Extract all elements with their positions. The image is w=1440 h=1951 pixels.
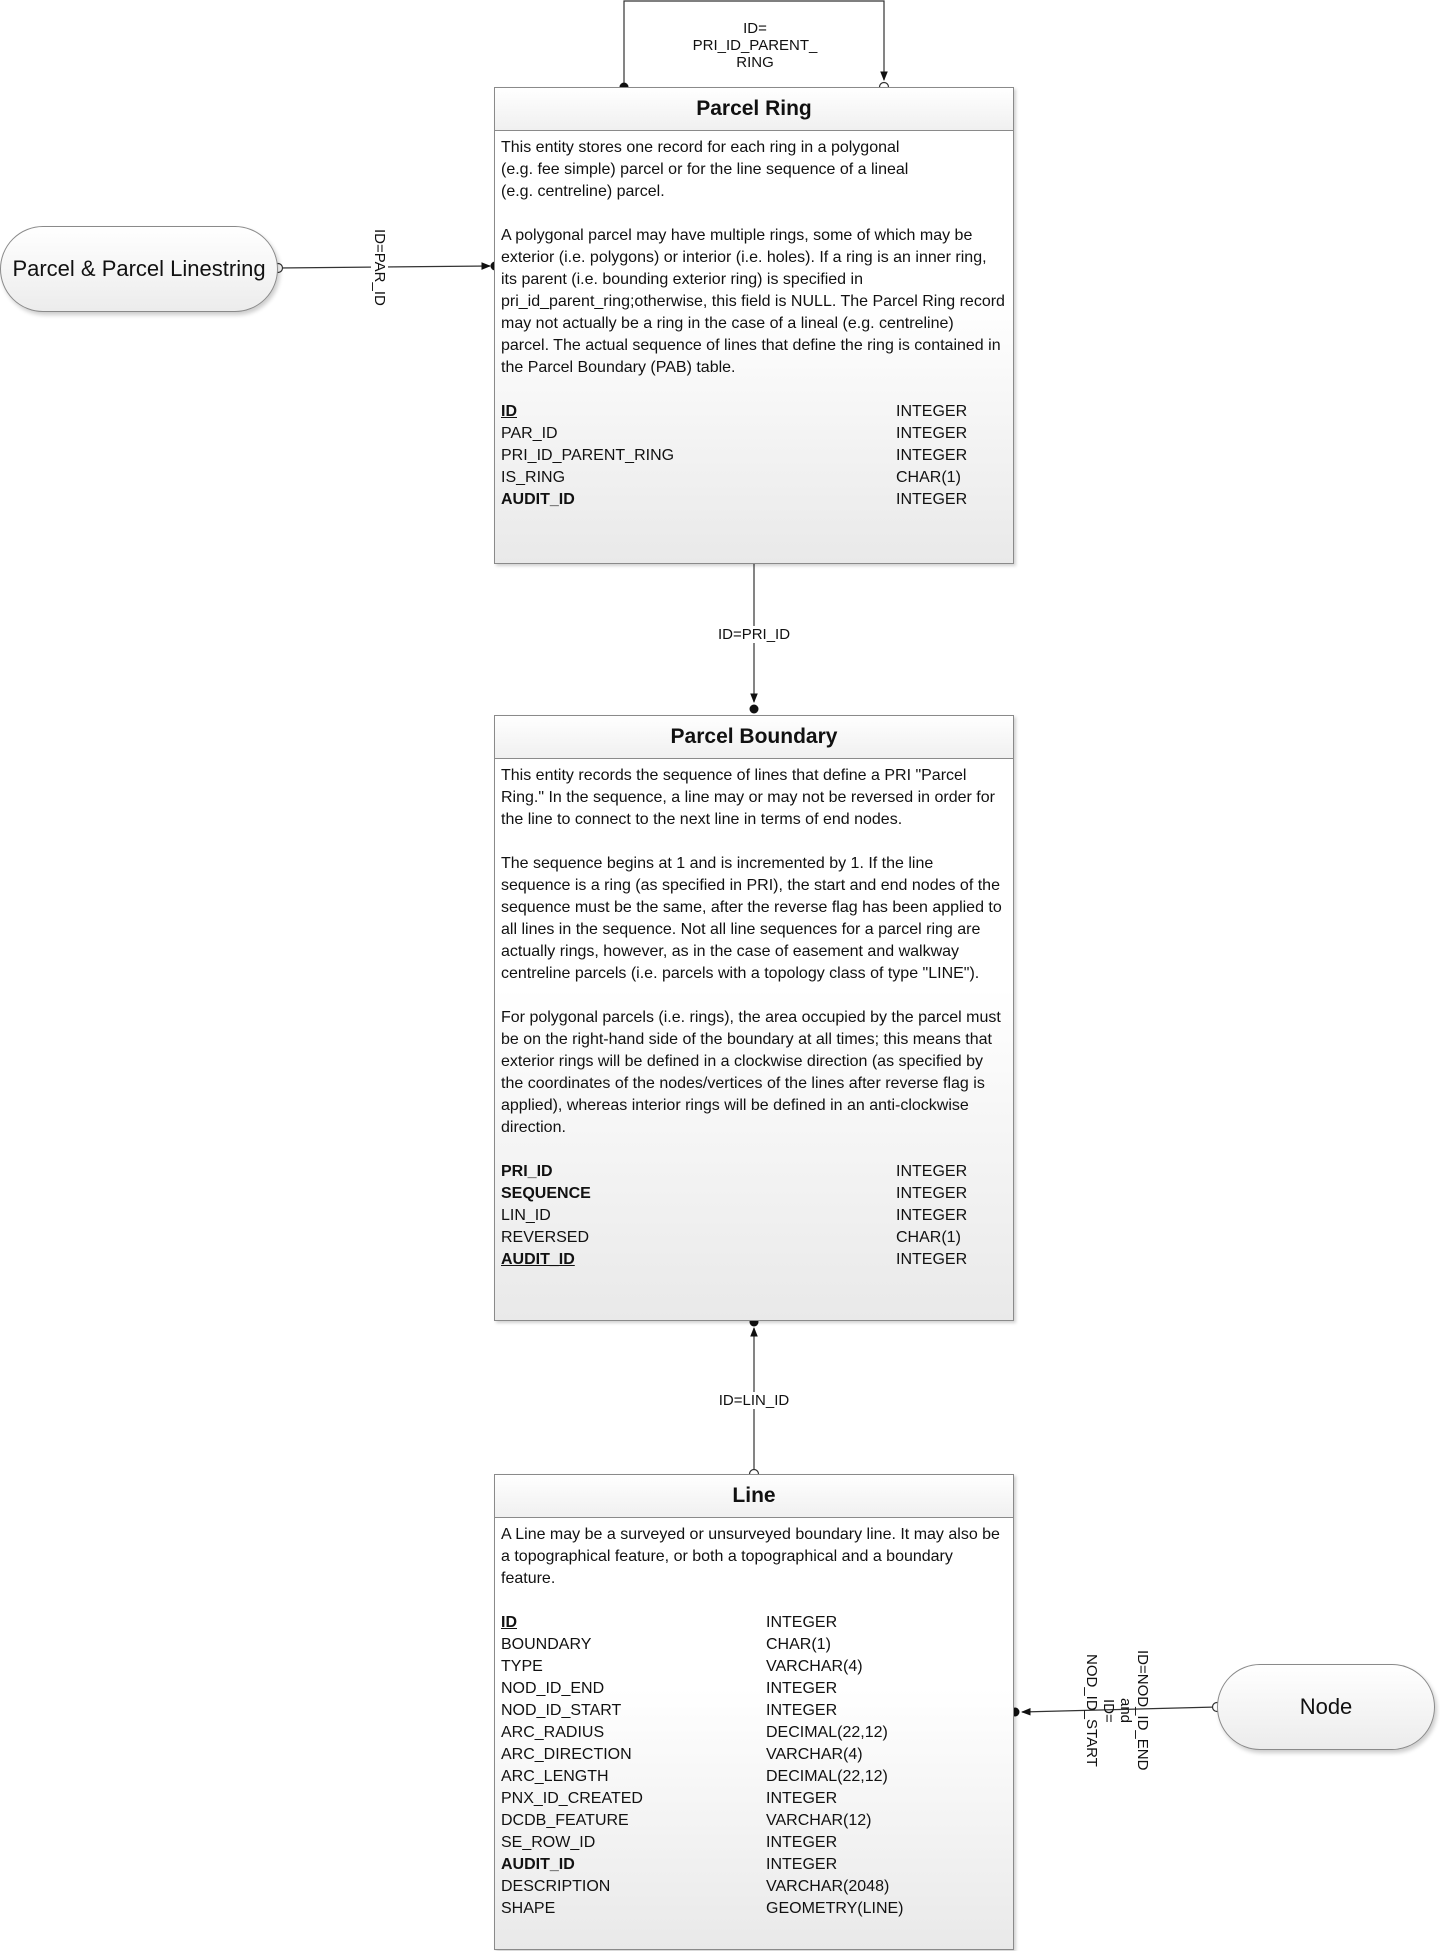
attribute-row — [501, 1161, 1007, 1183]
attribute-name: PNX_ID_CREATED — [501, 1790, 643, 1807]
attribute-name: BOUNDARY — [501, 1636, 592, 1653]
line-entity[interactable] — [494, 1474, 1014, 1950]
parcel-ring-attributes — [501, 401, 1007, 511]
attribute-type: INTEGER — [896, 425, 968, 442]
node-line-label-line: ID= — [1100, 1698, 1117, 1723]
attribute-type: INTEGER — [766, 1680, 838, 1697]
attribute-name: NOD_ID_END — [501, 1680, 605, 1697]
attribute-name: PRI_ID — [501, 1163, 553, 1180]
parcel-external-label: Parcel & Parcel Linestring — [12, 256, 266, 281]
attribute-type: VARCHAR(4) — [766, 1658, 863, 1675]
attribute-name: IS_RING — [501, 469, 566, 486]
attribute-row — [501, 1183, 1007, 1205]
attribute-row — [501, 1678, 1007, 1700]
attribute-name: SEQUENCE — [501, 1185, 591, 1202]
line-attributes — [501, 1612, 1007, 1920]
attribute-row — [501, 1205, 1007, 1227]
self-ref-label-line: ID= — [743, 20, 767, 37]
attribute-name: DESCRIPTION — [501, 1878, 611, 1895]
parcel-ring-description: A polygonal parcel may have multiple rings, some of which may be exterior (i.e. polygons) or interior (i.e. holes). If a ring is an inner ring, its parent (i.e. bounding exterior ring) is specified in pri_id_parent_ring;otherwise, this field is NULL. The Parcel Ring record may not actually be a ring in the case of a lineal (e.g. centreline) parcel. The actual sequence of lines that define the ring is contained in the Parcel Boundary (PAB) table. — [501, 227, 1005, 376]
attribute-row — [501, 401, 1007, 423]
attribute-type: CHAR(1) — [896, 469, 961, 486]
parcel-ring-description: This entity stores one record for each ring in a polygonal (e.g. fee simple) parcel or for the line sequence of a lineal (e.g. centreline) parcel. — [501, 139, 909, 200]
parcel-boundary-description: The sequence begins at 1 and is incremented by 1. If the line sequence is a ring (as specified in PRI), the start and end nodes of the sequence must be the same, after the reverse flag has been applied to all lines in the sequence. Not all line sequences for a parcel ring are actually rings, however, as in the case of easement and walkway centreline parcels (i.e. parcels with a topology class of type "LINE"). — [501, 855, 1002, 982]
self-ref-label — [680, 20, 830, 71]
attribute-name: ARC_RADIUS — [501, 1724, 605, 1741]
attribute-row — [501, 1249, 1007, 1271]
attribute-type: INTEGER — [766, 1702, 838, 1719]
attribute-type: INTEGER — [896, 403, 968, 420]
parcel-ring-entity[interactable] — [494, 87, 1014, 564]
attribute-name: PRI_ID_PARENT_RING — [501, 447, 675, 464]
attribute-row — [501, 1788, 1007, 1810]
attribute-row — [501, 489, 1007, 511]
attribute-type: INTEGER — [766, 1790, 838, 1807]
line-body — [495, 1518, 1013, 1920]
attribute-name: LIN_ID — [501, 1207, 551, 1224]
attribute-type: VARCHAR(4) — [766, 1746, 863, 1763]
attribute-row — [501, 423, 1007, 445]
attribute-row — [501, 1612, 1007, 1634]
parcel-boundary-description: This entity records the sequence of lines that define a PRI "Parcel Ring." In the sequence, a line may or may not be reversed in order for the line to connect to the next line in terms of end nodes. — [501, 767, 995, 828]
attribute-row — [501, 1832, 1007, 1854]
attribute-row — [501, 1744, 1007, 1766]
attribute-type: INTEGER — [896, 491, 968, 508]
attribute-row — [501, 1634, 1007, 1656]
attribute-type: INTEGER — [896, 1251, 968, 1268]
attribute-row — [501, 1766, 1007, 1788]
attribute-name: TYPE — [501, 1658, 543, 1675]
parcel-boundary-title: Parcel Boundary — [495, 716, 1013, 759]
attribute-row — [501, 1227, 1007, 1249]
attribute-name: AUDIT_ID — [501, 1251, 575, 1268]
attribute-type: VARCHAR(12) — [766, 1812, 872, 1829]
attribute-row — [501, 445, 1007, 467]
node-line-label-line: and — [1117, 1697, 1134, 1724]
self-ref-label-line: PRI_ID_PARENT_ — [692, 37, 818, 54]
attribute-type: INTEGER — [766, 1856, 838, 1873]
parcel-boundary-attributes — [501, 1161, 1007, 1271]
attribute-type: INTEGER — [896, 1207, 968, 1224]
ring-boundary-label: ID=PRI_ID — [704, 626, 804, 643]
attribute-name: PAR_ID — [501, 425, 558, 442]
attribute-type: DECIMAL(22,12) — [766, 1724, 888, 1741]
attribute-name: ARC_DIRECTION — [501, 1746, 632, 1763]
attribute-row — [501, 1700, 1007, 1722]
node-external-label: Node — [1299, 1694, 1353, 1719]
parcel-ring-label: ID=PAR_ID — [371, 225, 388, 310]
parcel-boundary-body — [495, 759, 1013, 1271]
parcel-boundary-entity[interactable] — [494, 715, 1014, 1321]
attribute-name: ID — [501, 1614, 517, 1631]
parcel-ring-title: Parcel Ring — [495, 88, 1013, 131]
line-description: A Line may be a surveyed or unsurveyed boundary line. It may also be a topographical feature, or both a topographical and a boundary feature. — [501, 1526, 1000, 1587]
attribute-name: REVERSED — [501, 1229, 590, 1246]
node-line-label-line: NOD_ID_START — [1083, 1654, 1100, 1767]
attribute-name: DCDB_FEATURE — [501, 1812, 629, 1829]
attribute-name: SE_ROW_ID — [501, 1834, 596, 1851]
node-line-label — [1083, 1648, 1151, 1773]
parcel-external-entity[interactable] — [0, 226, 278, 312]
attribute-name: ARC_LENGTH — [501, 1768, 609, 1785]
attribute-type: DECIMAL(22,12) — [766, 1768, 888, 1785]
line-boundary-label: ID=LIN_ID — [704, 1392, 804, 1409]
attribute-type: CHAR(1) — [896, 1229, 961, 1246]
attribute-row — [501, 1722, 1007, 1744]
attribute-type: GEOMETRY(LINE) — [766, 1900, 904, 1917]
attribute-row — [501, 1656, 1007, 1678]
attribute-type: INTEGER — [896, 1163, 968, 1180]
attribute-row — [501, 1854, 1007, 1876]
attribute-name: NOD_ID_START — [501, 1702, 622, 1719]
boundary-connector-end-dot — [750, 705, 759, 714]
attribute-row — [501, 1876, 1007, 1898]
parcel-boundary-description: For polygonal parcels (i.e. rings), the area occupied by the parcel must be on the right-hand side of the boundary at all times; this means that exterior rings will be defined in a clockwise direction (as specified by the coordinates of the nodes/vertices of the lines after reverse flag is applied), whereas interior rings will be defined in an anti-clockwise direction. — [501, 1009, 1001, 1136]
node-line-label-line: ID=NOD_ID_END — [1134, 1650, 1151, 1771]
attribute-type: VARCHAR(2048) — [766, 1878, 890, 1895]
attribute-type: INTEGER — [766, 1614, 838, 1631]
line-title: Line — [495, 1475, 1013, 1518]
attribute-name: ID — [501, 403, 517, 420]
attribute-type: INTEGER — [766, 1834, 838, 1851]
self-ref-label-line: RING — [736, 54, 774, 71]
attribute-row — [501, 1898, 1007, 1920]
attribute-type: INTEGER — [896, 447, 968, 464]
attribute-row — [501, 467, 1007, 489]
node-external-entity[interactable] — [1217, 1664, 1435, 1750]
attribute-name: AUDIT_ID — [501, 491, 575, 508]
attribute-name: SHAPE — [501, 1900, 556, 1917]
attribute-type: CHAR(1) — [766, 1636, 831, 1653]
attribute-name: AUDIT_ID — [501, 1856, 575, 1873]
attribute-row — [501, 1810, 1007, 1832]
attribute-type: INTEGER — [896, 1185, 968, 1202]
parcel-ring-body — [495, 131, 1013, 511]
